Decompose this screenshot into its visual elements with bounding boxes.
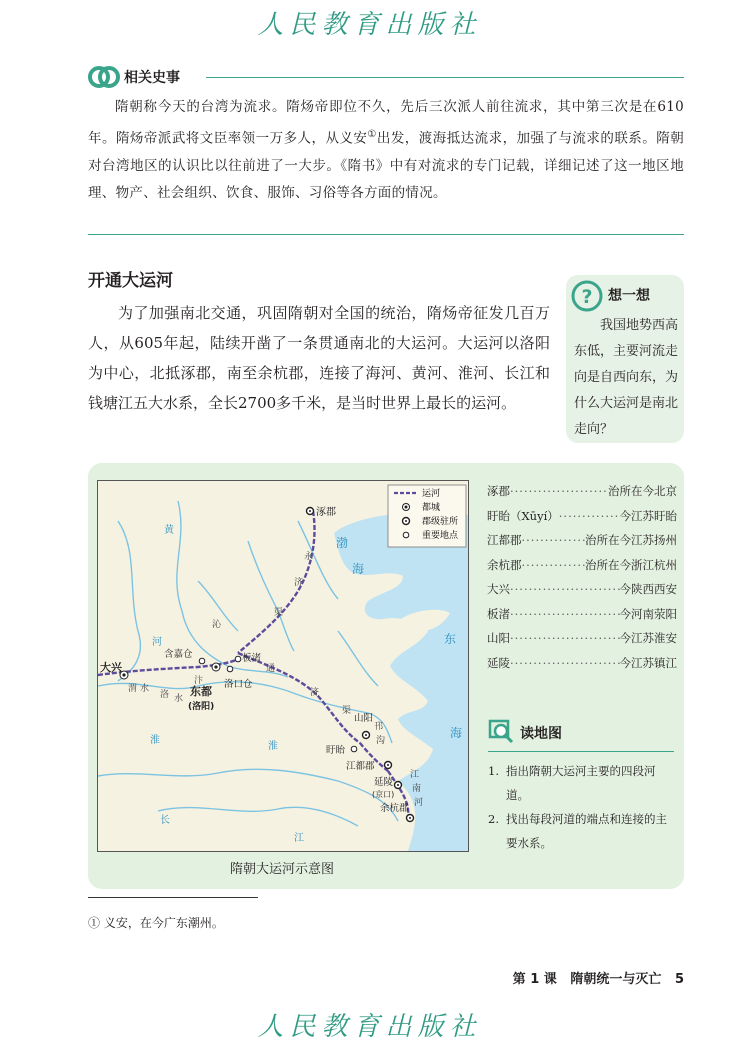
place-zhuojun: 涿郡 (316, 507, 336, 518)
related-history-title: 相关史事 (124, 70, 180, 86)
canal-label: 水 (140, 684, 150, 694)
magnifier-icon (488, 719, 516, 745)
canal-label: 汴 (194, 676, 204, 686)
glossary-row (487, 626, 677, 651)
place-shanyang: 山阳 (354, 713, 374, 724)
glossary-row (487, 651, 677, 676)
map-caption: 隋朝大运河示意图 (229, 862, 334, 877)
glossary-location: 今陕西西安 (619, 582, 677, 596)
water-label: 河 (152, 637, 162, 648)
glossary-place: 江都郡 (487, 533, 522, 547)
related-text-part2: 出发，渡海抵达流求，加强了与流求的联系。隋朝对台湾地区的认识比以往前进了一大步。《隋书》中有对流求的专门记载，详细记述了这一地区地理、物产、社会组织、饮食、服饰、习俗等各方面的情况。 (88, 130, 685, 201)
legend-prefecture: 郡级驻所 (422, 517, 459, 527)
canal-label: 沟 (376, 736, 386, 746)
question-icon (570, 279, 604, 313)
section-body: 为了加强南北交通，巩固隋朝对全国的统治，隋炀帝征发几百万人，从605年起，陆续开凿了一条贯通南北的大运河。大运河以洛阳为中心，北抵涿郡，南至余杭郡，连接了海河、黄河、淮河、长江和钱塘江五大水系，全长2700多千米，是当时世界上最长的运河。 (88, 304, 550, 412)
read-map-item (488, 807, 676, 855)
water-label: 江 (294, 833, 304, 844)
leader-dots (510, 651, 620, 676)
place-yanling: 延陵 (374, 777, 394, 788)
footer-title: 隋朝统一与灭亡 (570, 972, 662, 987)
related-history-divider (206, 77, 684, 78)
page-number: 5 (674, 972, 684, 987)
think-text: 我国地势西高东低，主要河流走向是自西向东，为什么大运河是南北走向？ (574, 318, 679, 437)
canal-label: 洛 (160, 690, 170, 700)
place-luokoucang: 洛口仓 (224, 679, 253, 690)
related-history-header (88, 62, 684, 92)
glossary-row (487, 602, 677, 627)
grand-canal-map (97, 480, 469, 852)
item-text: 指出隋朝大运河主要的四段河道。 (506, 764, 656, 802)
place-banzhu: 板渚 (242, 653, 262, 664)
legend-capital: 都城 (422, 503, 441, 513)
read-map-divider (488, 751, 674, 752)
water-label: 黄 (164, 525, 174, 536)
glossary-row (487, 479, 677, 504)
read-map-item (488, 759, 676, 807)
svg-text:?: ? (581, 286, 593, 308)
think-box (566, 275, 684, 443)
glossary-place: 余杭郡 (487, 557, 522, 572)
water-label: 海 (450, 726, 463, 740)
leader-dots (510, 577, 620, 602)
glossary-place: 板渚 (487, 606, 510, 621)
glossary-location: 今河南荥阳 (619, 606, 677, 621)
glossary-location: 治所在今江苏扬州 (585, 533, 677, 547)
map-svg (98, 481, 468, 851)
canal-label: 济 (294, 578, 304, 588)
water-label: 渤 (336, 536, 349, 550)
glossary-location: 今江苏镇江 (619, 655, 677, 670)
place-daxing: 大兴 (100, 661, 122, 674)
water-label: 淮 (268, 741, 278, 752)
water-label: 长 (160, 815, 170, 826)
place-jingkou: (京口) (372, 790, 395, 799)
canal-label: 水 (174, 694, 184, 704)
place-luoyang: (洛阳) (188, 702, 215, 712)
canal-label: 河 (414, 798, 424, 808)
item-text: 找出每段河道的端点和连接的主要水系。 (506, 812, 667, 850)
map-legend (388, 485, 466, 547)
leader-dots (510, 626, 620, 651)
related-history-icon (88, 62, 120, 92)
glossary-row (487, 553, 677, 578)
read-map-list (488, 759, 676, 855)
place-dongdu: 东都 (190, 685, 212, 698)
footnote: ① 义安，在今广东潮州。 (88, 916, 224, 930)
water-label: 海 (352, 562, 365, 576)
glossary-row (487, 528, 677, 553)
canal-label: 通 (266, 664, 276, 674)
publisher-logo-bottom: 人民教育出版社 (257, 1012, 482, 1042)
section-title: 开通大运河 (88, 271, 173, 291)
canal-label: 沁 (212, 620, 222, 630)
canal-label: 渭 (128, 684, 138, 694)
canal-label: 南 (412, 784, 422, 794)
canal-label: 永 (304, 552, 314, 562)
place-hanjiacang: 含嘉仓 (164, 649, 193, 660)
canal-label: 渠 (274, 608, 284, 618)
place-jiangdujun: 江都郡 (346, 761, 375, 772)
glossary-place: 延陵 (487, 655, 510, 670)
publisher-logo-top: 人民教育出版社 (257, 10, 482, 40)
glossary-place: 大兴 (487, 582, 510, 596)
map-panel (88, 463, 684, 889)
glossary-place: 山阳 (487, 631, 510, 645)
water-label: 淮 (150, 735, 160, 746)
footer-lesson: 第 1 课 (512, 972, 557, 987)
read-map-title: 读地图 (520, 726, 562, 742)
glossary-place: 涿郡 (487, 484, 510, 498)
glossary-row (487, 577, 677, 602)
place-glossary (487, 479, 677, 675)
item-number: 1. (488, 764, 499, 778)
leader-dots (559, 504, 620, 529)
glossary-place: 盱眙（Xūyí） (487, 508, 559, 523)
legend-place: 重要地点 (422, 531, 459, 541)
glossary-row (487, 504, 677, 529)
think-title: 想一想 (608, 288, 650, 304)
glossary-location: 今江苏盱眙 (619, 508, 677, 523)
canal-label: 邗 (374, 722, 384, 732)
place-xuyi: 盱眙 (326, 745, 346, 756)
leader-dots (510, 602, 620, 627)
place-yuhangjun: 余杭郡 (380, 803, 409, 814)
related-text-part1: 隋朝称今天的台湾为流求。隋炀帝即位不久，先后三次派人前往流求，其中第三次是在610年。隋炀帝派武将文臣率领一万多人，从义安 (88, 99, 684, 147)
related-history-bottom-divider (88, 234, 684, 235)
water-label: 东 (444, 632, 457, 646)
glossary-location: 治所在今北京 (608, 484, 677, 498)
related-history-text (88, 94, 684, 207)
page-footer (480, 968, 684, 987)
item-number: 2. (488, 812, 499, 826)
footnote-mark: ① (367, 129, 377, 140)
canal-label: 江 (410, 770, 420, 780)
footnote-divider (88, 897, 258, 898)
canal-label: 渠 (342, 706, 352, 716)
legend-canal: 运河 (422, 489, 441, 499)
glossary-location: 今江苏淮安 (619, 631, 677, 645)
canal-label: 济 (310, 688, 320, 698)
leader-dots (522, 553, 586, 578)
glossary-location: 治所在今浙江杭州 (585, 557, 677, 572)
leader-dots (510, 479, 608, 504)
leader-dots (522, 528, 586, 553)
